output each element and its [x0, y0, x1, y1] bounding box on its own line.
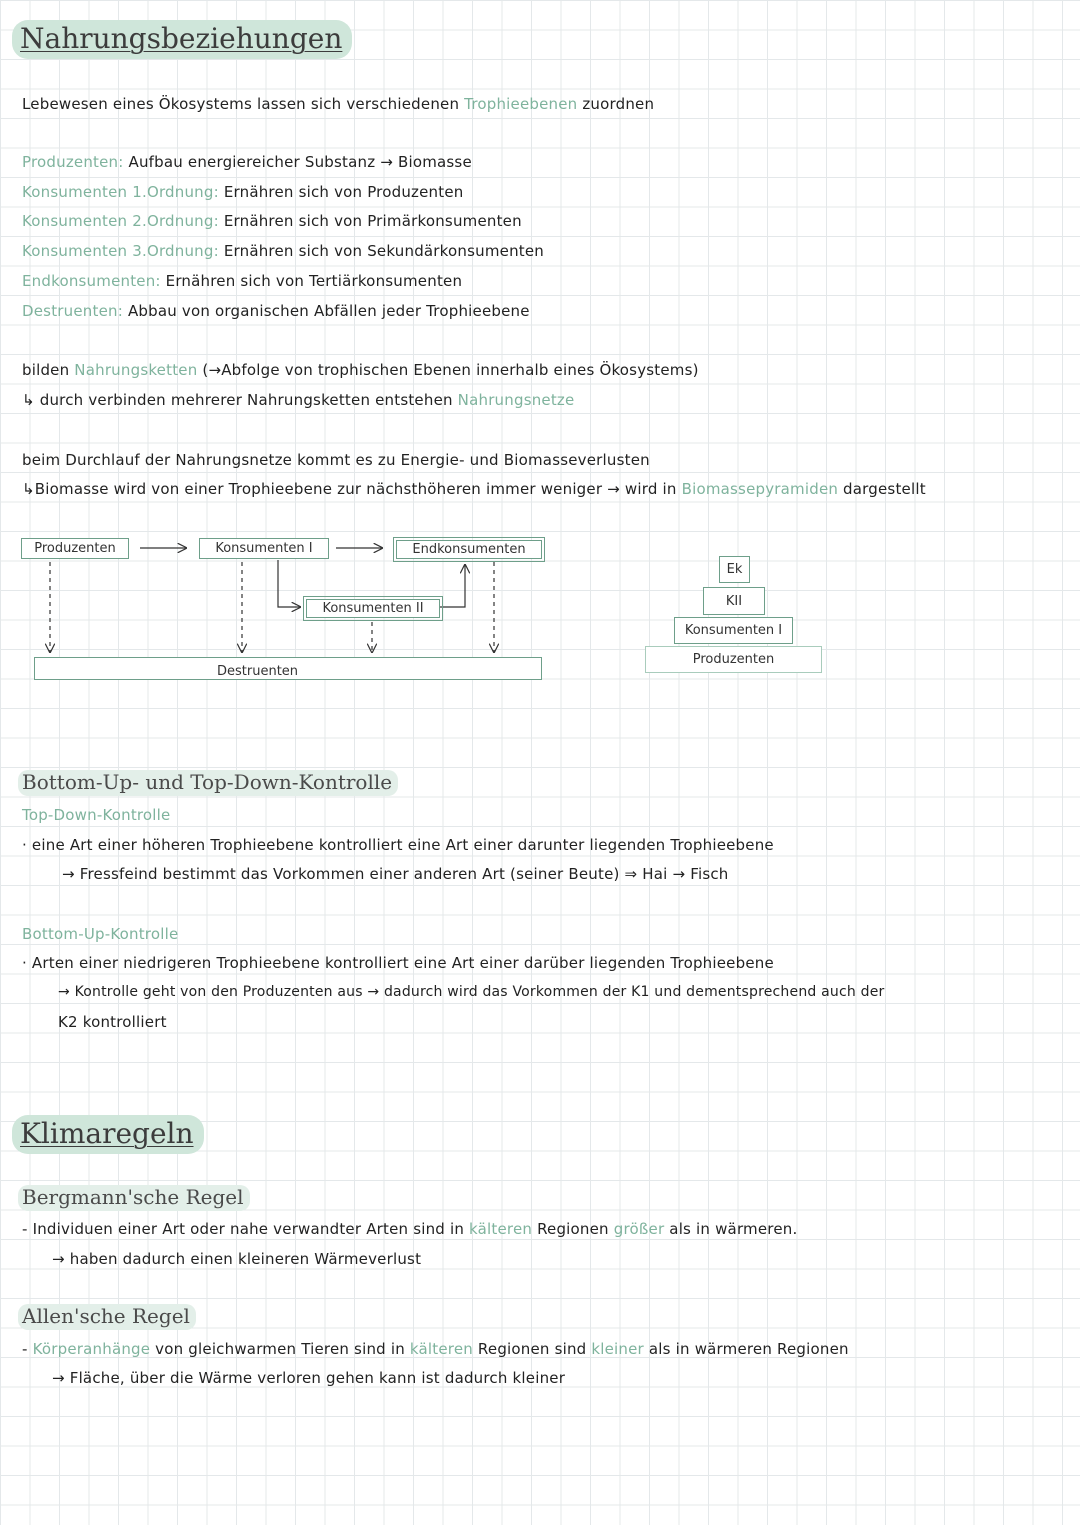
- intro-tail: zuordnen: [577, 95, 655, 113]
- allen-line-2: → Fläche, über die Wärme verloren gehen kann ist dadurch kleiner: [52, 1369, 566, 1387]
- topdown-line-1: · eine Art einer höheren Trophieebene kontrolliert eine Art einer darunter liegenden Trophieebene: [22, 836, 774, 854]
- bergmann-text-b: Regionen: [532, 1220, 614, 1238]
- pyramid-level-top: Ek: [719, 556, 750, 583]
- section-title-food: Nahrungsbeziehungen: [12, 20, 352, 59]
- pyramid-level-3: KII: [703, 587, 765, 615]
- diagram-consumer-1: Konsumenten I: [199, 538, 329, 559]
- topdown-line-2: → Fressfeind bestimmt das Vorkommen einer anderen Art (seiner Beute) ⇒ Hai → Fisch: [62, 865, 729, 883]
- nets-term: Nahrungsnetze: [457, 391, 575, 409]
- level-term: Destruenten:: [22, 302, 123, 320]
- bergmann-line-2: → haben dadurch einen kleineren Wärmeverlust: [52, 1250, 422, 1268]
- chains-term: Nahrungsketten: [74, 361, 198, 379]
- allen-text-d: als in wärmeren Regionen: [643, 1340, 849, 1358]
- chains-text-a: bilden: [22, 361, 75, 379]
- level-term: Konsumenten 2.Ordnung:: [22, 212, 219, 230]
- diagram-producers: Produzenten: [21, 538, 129, 559]
- bottomup-heading: Bottom-Up-Kontrolle: [22, 925, 179, 943]
- intro-text: Lebewesen eines Ökosystems lassen sich verschiedenen: [22, 95, 465, 113]
- diagram-consumer-2: Konsumenten II: [306, 599, 440, 618]
- section-title-climate: Klimaregeln: [12, 1115, 204, 1154]
- pyramid-level-base: Produzenten: [645, 646, 822, 673]
- level-term: Konsumenten 3.Ordnung:: [22, 242, 219, 260]
- bergmann-text-c: als in wärmeren.: [664, 1220, 798, 1238]
- diagram-destruents: Destruenten: [34, 657, 542, 680]
- allen-line-1: [22, 1340, 849, 1358]
- intro-term: Trophieebenen: [464, 95, 578, 113]
- loss-text-b: dargestellt: [838, 480, 926, 498]
- allen-term-colder: kälteren: [409, 1340, 473, 1358]
- pyramid-level-2: Konsumenten I: [674, 617, 793, 644]
- allen-term-smaller: kleiner: [591, 1340, 644, 1358]
- allen-term-appendages: Körperanhänge: [32, 1340, 151, 1358]
- level-desc: Ernähren sich von Tertiärkonsumenten: [165, 272, 463, 290]
- loss-line-1: beim Durchlauf der Nahrungsnetze kommt es zu Energie- und Biomasseverlusten: [22, 451, 650, 469]
- food-chain-arrows: [0, 0, 1080, 720]
- bottomup-line-3: K2 kontrolliert: [58, 1013, 167, 1031]
- bottomup-line-2: → Kontrolle geht von den Produzenten aus → dadurch wird das Vorkommen der K1 und dementsprechend auch der: [58, 984, 885, 1000]
- level-desc: Abbau von organischen Abfällen jeder Trophieebene: [127, 302, 530, 320]
- loss-term: Biomassepyramiden: [681, 480, 839, 498]
- chains-text-b: (→Abfolge von trophischen Ebenen innerhalb eines Ökosystems): [197, 361, 699, 379]
- allen-text-a: -: [22, 1340, 33, 1358]
- level-term: Konsumenten 1.Ordnung:: [22, 183, 219, 201]
- bergmann-line-1: [22, 1220, 797, 1238]
- allen-heading: Allen'sche Regel: [18, 1304, 196, 1330]
- level-term: Endkonsumenten:: [22, 272, 161, 290]
- bottomup-line-1: · Arten einer niedrigeren Trophieebene kontrolliert eine Art einer darüber liegenden Trophieebene: [22, 954, 774, 972]
- loss-text-a: ↳Biomasse wird von einer Trophieebene zur nächsthöheren immer weniger → wird in: [22, 480, 682, 498]
- level-term: Produzenten:: [22, 153, 124, 171]
- topdown-heading: Top-Down-Kontrolle: [22, 806, 171, 824]
- bergmann-text-a: - Individuen einer Art oder nahe verwandter Arten sind in: [22, 1220, 470, 1238]
- level-desc: Ernähren sich von Primärkonsumenten: [223, 212, 522, 230]
- bergmann-term-colder: kälteren: [469, 1220, 533, 1238]
- level-desc: Ernähren sich von Produzenten: [223, 183, 464, 201]
- nets-text: ↳ durch verbinden mehrerer Nahrungsketten entstehen: [22, 391, 458, 409]
- allen-text-c: Regionen sind: [472, 1340, 592, 1358]
- level-desc: Aufbau energiereicher Substanz → Biomasse: [128, 153, 472, 171]
- bergmann-heading: Bergmann'sche Regel: [18, 1185, 250, 1211]
- allen-text-b: von gleichwarmen Tieren sind in: [150, 1340, 410, 1358]
- bergmann-term-larger: größer: [613, 1220, 665, 1238]
- section-title-control: Bottom-Up- und Top-Down-Kontrolle: [18, 770, 398, 796]
- diagram-end-consumer: Endkonsumenten: [396, 540, 542, 559]
- level-desc: Ernähren sich von Sekundärkonsumenten: [223, 242, 544, 260]
